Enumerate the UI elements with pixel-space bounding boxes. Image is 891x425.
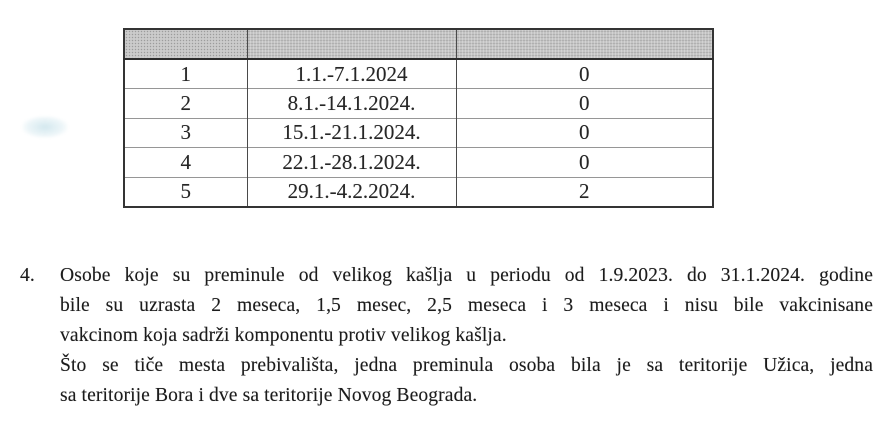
week-number-cell: 1 <box>124 59 247 89</box>
period-cell: 1.1.-7.1.2024 <box>247 59 456 89</box>
paragraph-line: vakcinom koja sadrži komponentu protiv velikog kašlja. <box>60 325 507 346</box>
period-cell: 22.1.-28.1.2024. <box>247 148 456 178</box>
table-header-cell-week <box>124 29 247 59</box>
weekly-cases-table <box>123 28 714 208</box>
table-header-row <box>124 29 713 59</box>
table-row <box>124 118 713 148</box>
cases-cell: 0 <box>456 118 713 148</box>
scan-smudge <box>22 116 68 138</box>
paragraph-line: Što se tiče mesta prebivališta, jedna preminula osoba bila je sa teritorije Užica, jedna <box>60 355 873 376</box>
table-row <box>124 59 713 89</box>
cases-cell: 0 <box>456 148 713 178</box>
cases-cell: 0 <box>456 59 713 89</box>
table-header-cell-cases <box>456 29 713 59</box>
paragraph-text <box>60 261 873 411</box>
paragraph-item-4 <box>20 261 873 411</box>
cases-cell: 0 <box>456 89 713 119</box>
period-cell: 8.1.-14.1.2024. <box>247 89 456 119</box>
period-cell: 29.1.-4.2.2024. <box>247 177 456 207</box>
week-number-cell: 5 <box>124 177 247 207</box>
week-number-cell: 3 <box>124 118 247 148</box>
week-number-cell: 2 <box>124 89 247 119</box>
table-row <box>124 148 713 178</box>
period-cell: 15.1.-21.1.2024. <box>247 118 456 148</box>
paragraph-line: sa teritorije Bora i dve sa teritorije Novog Beograda. <box>60 385 478 406</box>
cases-cell: 2 <box>456 177 713 207</box>
table-row <box>124 89 713 119</box>
table-row <box>124 177 713 207</box>
paragraph-line: Osobe koje su preminule od velikog kašlja u periodu od 1.9.2023. do 31.1.2024. godine <box>60 265 873 286</box>
table-header-cell-period <box>247 29 456 59</box>
paragraph-line: bile su uzrasta 2 meseca, 1,5 mesec, 2,5 meseca i 3 meseca i nisu bile vakcinisane <box>60 295 873 316</box>
list-number: 4. <box>20 265 35 286</box>
week-number-cell: 4 <box>124 148 247 178</box>
